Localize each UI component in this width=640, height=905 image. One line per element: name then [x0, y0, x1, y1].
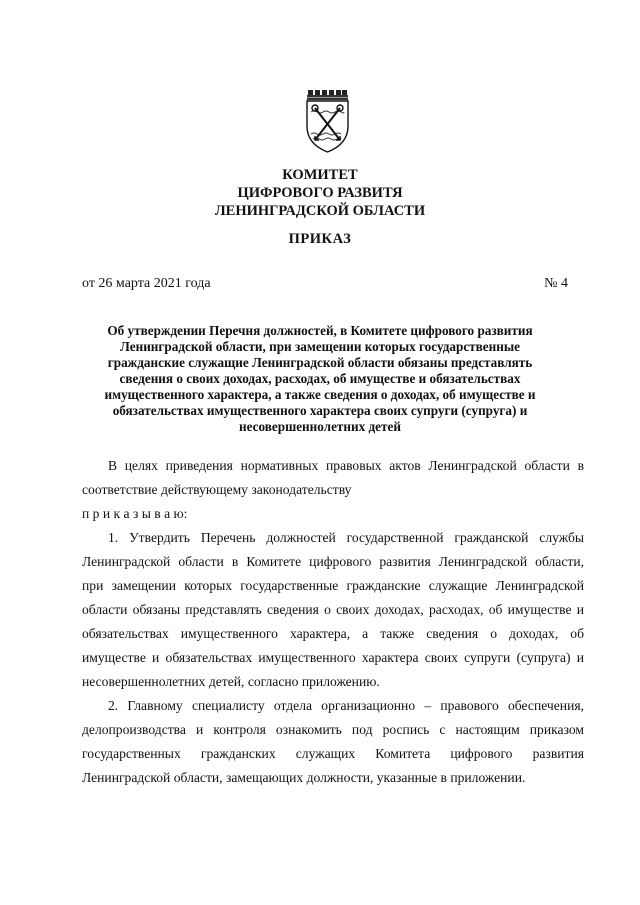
leningrad-oblast-coat-of-arms-icon — [302, 88, 352, 154]
paragraph-line: 1. Утвердить Перечень должностей государственной гражданской службы — [108, 530, 584, 545]
subject-line: гражданские служащие Ленинградской области обязаны представлять — [107, 355, 533, 370]
subject-line: обязательствах имущественного характера своих супруги (супруга) и — [112, 403, 528, 418]
document-type-title: ПРИКАЗ — [288, 231, 352, 247]
paragraph-line: области обязаны представлять сведения о своих доходах, расходах, об имуществе и — [82, 602, 584, 617]
order-word — [82, 502, 584, 526]
order-number: № 4 — [544, 276, 568, 291]
paragraph-line: государственных гражданских служащих Комитета цифрового развития — [82, 746, 584, 761]
intro-paragraph — [82, 454, 584, 502]
paragraph-line: Ленинградской области, замещающих должности, указанные в приложении. — [82, 770, 526, 785]
order-item-1 — [82, 526, 584, 694]
subject-line: Ленинградской области, при замещении которых государственные — [120, 339, 520, 354]
subject-line: несовершеннолетних детей — [239, 419, 401, 434]
paragraph-line: при замещении которых государственные гражданские служащие Ленинградской — [82, 578, 584, 593]
paragraph-line: соответствие действующему законодательству — [82, 482, 352, 497]
paragraph-line: Ленинградской области в Комитете цифрового развития Ленинградской области, — [82, 554, 584, 569]
paragraph-line: делопроизводства и контроля ознакомить под роспись с настоящим приказом — [82, 722, 584, 737]
subject-line: Об утверждении Перечня должностей, в Комитете цифрового развития — [107, 323, 533, 338]
order-subject — [100, 323, 540, 435]
subject-line: имущественного характера, а также сведения о доходах, об имуществе и — [104, 387, 536, 402]
subject-line: сведения о своих доходах, расходах, об имуществе и обязательствах — [119, 371, 521, 386]
order-word-text: п р и к а з ы в а ю: — [82, 506, 188, 521]
paragraph-line: несовершеннолетних детей, согласно приложению. — [82, 674, 380, 689]
org-name-line-2: ЦИФРОВОГО РАЗВИТЯ — [237, 185, 403, 201]
paragraph-line: В целях приведения нормативных правовых актов Ленинградской области в — [108, 458, 584, 473]
order-date: от 26 марта 2021 года — [82, 276, 211, 291]
paragraph-line: обязательствах имущественного характера, а также сведения о доходах, об — [82, 626, 584, 641]
org-name-line-3: ЛЕНИНГРАДСКОЙ ОБЛАСТИ — [214, 203, 426, 219]
paragraph-line: 2. Главному специалисту отдела организационно – правового обеспечения, — [108, 698, 584, 713]
org-name-line-1: КОМИТЕТ — [282, 167, 358, 183]
paragraph-line: имуществе и обязательствах имущественного характера своих супруги (супруга) и — [82, 650, 584, 665]
order-item-2 — [82, 694, 584, 790]
